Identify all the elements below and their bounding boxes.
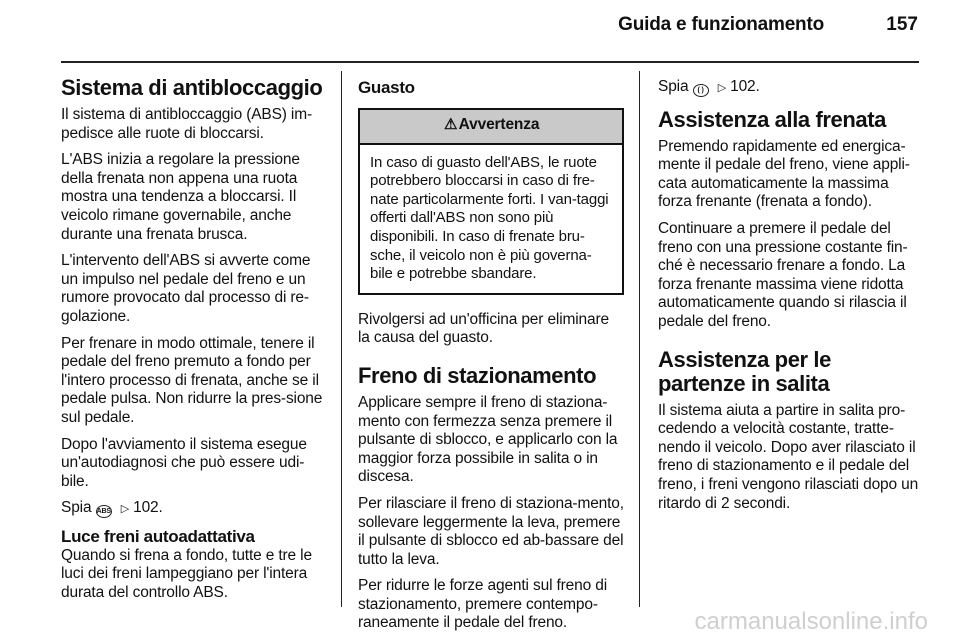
paragraph: Il sistema aiuta a partire in salita pro-cedendo a velocità costante, tratte-nendo il veicolo. Dopo aver rilasciato il freno di stazionamento e il pedale del freno, i freni vengono rilasciati dopo un ritardo di 2 secondi. <box>658 401 919 512</box>
warning-title: Avvertenza <box>458 116 540 133</box>
warning-triangle-icon: ⚠ <box>444 116 458 133</box>
paragraph: Applicare sempre il freno di staziona-mento con fermezza senza premere il pulsante di sblocco, e applicarlo con la maggior forza possibile in salita o in discesa. <box>358 393 618 486</box>
paragraph: Per rilasciare il freno di staziona-mento, sollevare leggermente la leva, premere il pulsante di sblocco ed ab-bassare del tutto la leva. <box>358 494 624 568</box>
header-rule <box>61 61 919 63</box>
column-divider <box>639 71 640 607</box>
spia-label: Spia <box>61 499 92 517</box>
paragraph: Quando si frena a fondo, tutte e tre le luci dei freni lampeggiano per l'intera durata del controllo ABS. <box>61 546 312 602</box>
paragraph: Continuare a premere il pedale del freno con una pressione costante fin-ché è necessario frenare a fondo. La forza frenante massima viene ridotta automaticamente quando si rilascia il pedale del freno. <box>658 219 908 330</box>
paragraph: Rivolgersi ad un'officina per eliminare la causa del guasto. <box>358 310 609 347</box>
column-divider <box>341 71 342 607</box>
section-title-abs: Sistema di antibloccaggio <box>61 75 323 100</box>
warning-header <box>360 110 622 145</box>
column-3 <box>658 70 922 521</box>
paragraph: Per frenare in modo ottimale, tenere il pedale del freno premuto a fondo per l'intero processo di frenata, anche se il pedale pulsa. Non ridurre la pres-sione sul pedale. <box>61 334 323 426</box>
section-title-parking-brake: Freno di stazionamento <box>358 362 597 388</box>
page-reference-icon: ▷ <box>717 82 727 94</box>
subsection-title-brake-lights: Luce freni autoadattativa <box>61 526 255 546</box>
spia-label: Spia <box>658 78 689 95</box>
page-number: 157 <box>886 14 918 35</box>
warning-text: In caso di guasto dell'ABS, le ruote potrebbero bloccarsi in caso di fre-nate particolarmente forti. I van-taggi offerti dall'ABS non sono più disponibili. In caso di frenate bru-sche, il veicolo non è più governa-bile e potrebbe sbandare. <box>370 153 609 283</box>
warning-box <box>358 108 624 295</box>
section-title-brake-assist: Assistenza alla frenata <box>658 106 887 132</box>
paragraph: L'intervento dell'ABS si avverte come un impulso nel pedale del freno e un rumore provocato dal processo di re-golazione. <box>61 252 311 325</box>
paragraph: Premendo rapidamente ed energica-mente il pedale del freno, viene appli-cata automaticamente la massima forza frenante (frenata a fondo). <box>658 137 910 211</box>
column-2 <box>358 70 624 641</box>
reference-page: 102. <box>730 78 760 95</box>
page-reference-icon: ▷ <box>120 503 130 516</box>
paragraph: Dopo l'avviamento il sistema esegue un'autodiagnosi che può essere udi-bile. <box>61 435 307 490</box>
paragraph: L'ABS inizia a regolare la pressione della frenata non appena una ruota mostra una tendenza a bloccarsi. Il veicolo rimane governabile, anche durante una frenata brusca. <box>61 151 300 243</box>
watermark: carmanualsonline.info <box>694 608 928 635</box>
spia-reference <box>61 499 326 519</box>
header-title: Guida e funzionamento <box>618 14 824 35</box>
brake-warning-icon: ( ) <box>693 84 709 97</box>
reference-page: 102. <box>133 499 163 517</box>
paragraph: Il sistema di antibloccaggio (ABS) im-pedisce alle ruote di bloccarsi. <box>61 106 313 142</box>
spia-reference <box>658 78 922 98</box>
section-title-guasto: Guasto <box>358 78 415 97</box>
column-1 <box>61 70 326 611</box>
section-title-hill-start-assist: Assistenza per le partenze in salita <box>658 346 831 396</box>
abs-warning-icon: ABS <box>96 505 112 518</box>
paragraph: Per ridurre le forze agenti sul freno di stazionamento, premere contempo-raneamente il pedale del freno. <box>358 577 608 632</box>
